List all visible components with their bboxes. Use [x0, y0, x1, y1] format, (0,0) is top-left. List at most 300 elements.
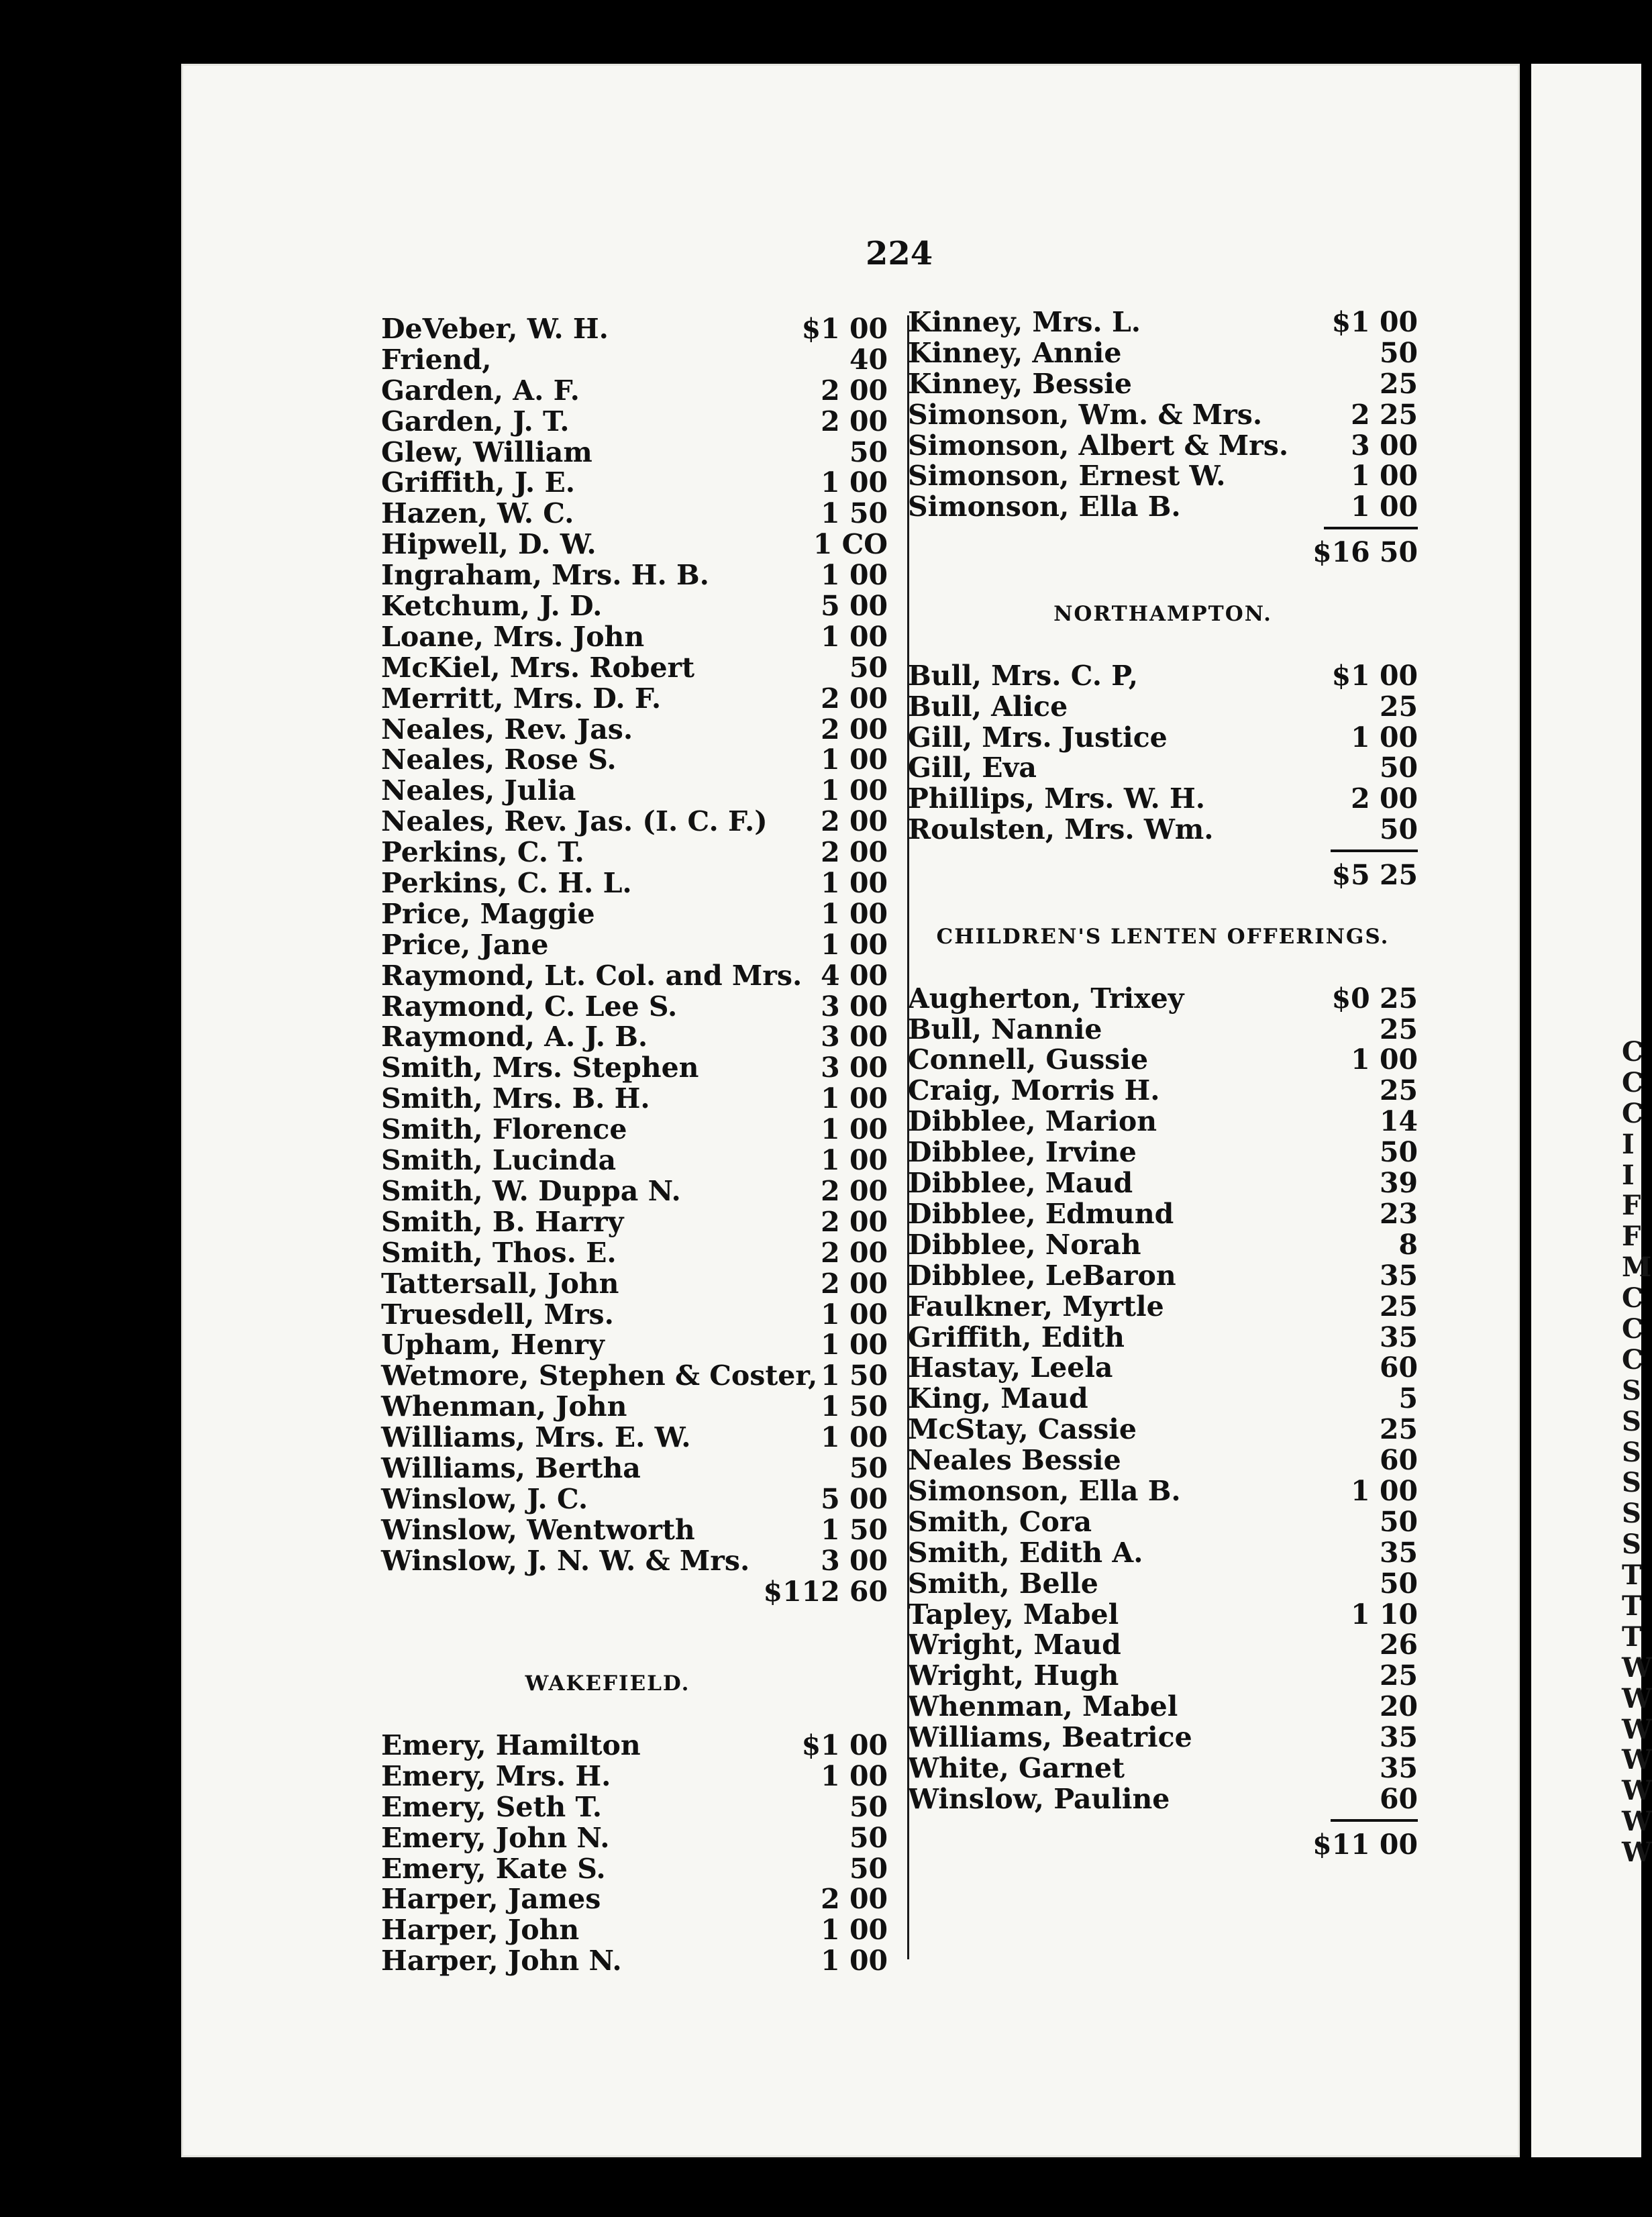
entry-name: Tapley, Mabel: [908, 1598, 1119, 1631]
entry-amount: 60: [1379, 1444, 1418, 1477]
edge-letter: W: [1622, 1682, 1652, 1714]
entry-row: [381, 776, 888, 807]
entry-row: [908, 1045, 1418, 1076]
entry-name: Emery, John N.: [381, 1821, 610, 1854]
entry-amount: 50: [849, 1852, 888, 1885]
edge-letter: T: [1622, 1620, 1642, 1653]
entry-row: [908, 1753, 1418, 1784]
entry-amount: 40: [849, 343, 888, 376]
entry-name: Neales, Julia: [381, 774, 576, 807]
entry-name: Upham, Henry: [381, 1329, 605, 1361]
wakefield-heading: WAKEFIELD.: [525, 1671, 690, 1696]
entry-name: Raymond, A. J. B.: [381, 1021, 648, 1053]
edge-letter: C: [1622, 1097, 1643, 1129]
edge-letter: I: [1622, 1159, 1635, 1191]
entry-row: [908, 1199, 1418, 1230]
entry-amount: 50: [1379, 1567, 1418, 1600]
adjacent-page-letters: [1622, 1036, 1652, 1869]
entry-name: Smith, Mrs. B. H.: [381, 1082, 650, 1115]
entry-row: [908, 1507, 1418, 1538]
entry-row: [908, 1353, 1418, 1384]
entry-name: Winslow, Pauline: [908, 1782, 1170, 1815]
entry-row: [908, 1538, 1418, 1569]
entry-amount: $1 00: [1331, 659, 1418, 692]
entry-amount: 1 50: [821, 1390, 888, 1423]
entry-amount: $1 00: [801, 313, 888, 345]
left-entries-list: [381, 314, 888, 1577]
entry-row: [908, 1230, 1418, 1261]
entry-row: [381, 1761, 888, 1792]
entry-amount: 3 00: [1351, 429, 1418, 462]
entry-name: Wright, Hugh: [908, 1659, 1119, 1692]
entry-row: [908, 1323, 1418, 1353]
entry-row: [381, 684, 888, 715]
northampton-total-row: [908, 860, 1418, 891]
entry-row: [908, 815, 1418, 845]
entry-name: Williams, Beatrice: [908, 1721, 1192, 1754]
entry-amount: 1 00: [1351, 1474, 1418, 1507]
entry-row: [381, 1915, 888, 1946]
entry-name: Wright, Maud: [908, 1629, 1121, 1661]
entry-row: [381, 529, 888, 560]
entry-amount: 50: [849, 651, 888, 684]
entry-name: Smith, Mrs. Stephen: [381, 1051, 699, 1084]
entry-amount: 20: [1379, 1690, 1418, 1723]
edge-letter: S: [1622, 1374, 1641, 1406]
edge-letter: W: [1622, 1651, 1652, 1684]
entry-row: [381, 1946, 888, 1977]
entry-row: [381, 1484, 888, 1515]
entry-name: Hastay, Leela: [908, 1351, 1113, 1384]
entry-row: [908, 492, 1418, 523]
entry-row: [908, 1661, 1418, 1692]
entry-amount: 2 00: [821, 1267, 888, 1300]
northampton-rule: [908, 845, 1418, 860]
entry-row: [381, 899, 888, 930]
entry-row: [381, 807, 888, 837]
edge-letter: C: [1622, 1036, 1643, 1068]
entry-amount: 60: [1379, 1351, 1418, 1384]
edge-letter: W: [1622, 1806, 1652, 1838]
entry-row: [908, 1445, 1418, 1476]
entry-name: Kinney, Annie: [908, 336, 1122, 369]
entry-amount: 50: [1379, 336, 1418, 369]
entry-amount: 50: [1379, 752, 1418, 784]
entry-name: Emery, Seth T.: [381, 1790, 602, 1823]
edge-letter: S: [1622, 1498, 1641, 1530]
entry-amount: 1 00: [821, 897, 888, 930]
entry-name: Bull, Alice: [908, 690, 1068, 723]
entry-row: [908, 1261, 1418, 1292]
entry-row: [381, 1115, 888, 1145]
entry-amount: 14: [1379, 1105, 1418, 1138]
entry-amount: 50: [1379, 1505, 1418, 1538]
left-total-row: [381, 1577, 888, 1608]
entry-name: Neales, Rev. Jas.: [381, 713, 633, 745]
entry-row: [381, 1731, 888, 1761]
entry-row: [381, 1854, 888, 1885]
entry-row: [381, 1361, 888, 1392]
entry-amount: 23: [1379, 1197, 1418, 1230]
entry-name: Smith, Cora: [908, 1505, 1092, 1538]
entry-row: [908, 400, 1418, 431]
entry-row: [381, 1884, 888, 1915]
entry-row: [381, 314, 888, 345]
lenten-total-amount: $11 00: [1312, 1828, 1418, 1861]
entry-name: Craig, Morris H.: [908, 1074, 1160, 1107]
northampton-heading: NORTHAMPTON.: [1053, 602, 1272, 627]
entry-amount: 1 00: [821, 1113, 888, 1146]
entry-name: Emery, Mrs. H.: [381, 1759, 611, 1792]
entry-name: Smith, Thos. E.: [381, 1236, 617, 1269]
entry-name: Kinney, Mrs. L.: [908, 306, 1141, 338]
entry-name: Hipwell, D. W.: [381, 528, 597, 561]
entry-row: [381, 1269, 888, 1300]
entry-amount: 50: [1379, 1136, 1418, 1169]
entry-amount: 25: [1379, 367, 1418, 400]
entry-row: [381, 376, 888, 407]
entry-amount: 3 00: [821, 1051, 888, 1084]
lenten-rule: [908, 1815, 1418, 1830]
right-total-amount: $16 50: [1312, 536, 1418, 569]
entry-name: Neales, Rev. Jas. (I. C. F.): [381, 805, 768, 838]
entry-name: McStay, Cassie: [908, 1413, 1137, 1446]
entry-amount: 2 00: [821, 682, 888, 715]
entry-amount: 50: [849, 1790, 888, 1823]
entry-name: Gill, Eva: [908, 752, 1037, 784]
entry-amount: 2 00: [821, 1205, 888, 1238]
entry-name: Raymond, C. Lee S.: [381, 990, 678, 1023]
entry-name: Smith, Lucinda: [381, 1144, 617, 1177]
entry-amount: 1 00: [821, 1144, 888, 1177]
entry-amount: 5 00: [821, 590, 888, 623]
entry-name: Neales, Rose S.: [381, 743, 617, 776]
entry-row: [381, 499, 888, 529]
entry-name: Dibblee, Norah: [908, 1228, 1141, 1261]
entry-amount: 2 25: [1351, 398, 1418, 431]
entry-name: Tattersall, John: [381, 1267, 619, 1300]
entry-name: Smith, B. Harry: [381, 1205, 624, 1238]
entry-name: Ketchum, J. D.: [381, 590, 603, 623]
entry-row: [381, 653, 888, 684]
entry-amount: 1 50: [821, 1359, 888, 1392]
entry-name: Neales Bessie: [908, 1444, 1121, 1477]
entry-amount: 1 00: [821, 743, 888, 776]
page-number: 224: [866, 235, 933, 272]
edge-letter: C: [1622, 1313, 1643, 1345]
entry-row: [381, 1453, 888, 1484]
entry-name: Winslow, J. N. W. & Mrs.: [381, 1544, 750, 1577]
entry-name: Smith, Belle: [908, 1567, 1098, 1600]
entry-name: King, Maud: [908, 1382, 1088, 1415]
entry-row: [908, 1784, 1418, 1815]
entry-name: McKiel, Mrs. Robert: [381, 651, 695, 684]
entry-name: Merritt, Mrs. D. F.: [381, 682, 662, 715]
entry-amount: 1 50: [821, 1513, 888, 1546]
edge-letter: S: [1622, 1529, 1641, 1561]
entry-amount: 25: [1379, 1074, 1418, 1107]
entry-row: [908, 661, 1418, 692]
entry-name: Winslow, J. C.: [381, 1482, 588, 1515]
entry-name: Harper, John: [381, 1914, 580, 1947]
entry-row: [381, 1238, 888, 1269]
entry-row: [908, 1137, 1418, 1168]
entry-amount: 39: [1379, 1167, 1418, 1200]
entry-name: Simonson, Wm. & Mrs.: [908, 398, 1263, 431]
entry-row: [381, 868, 888, 899]
entry-row: [908, 723, 1418, 754]
entry-row: [908, 461, 1418, 492]
entry-row: [381, 1176, 888, 1207]
right-column: [908, 307, 1418, 1861]
entry-row: [381, 345, 888, 376]
entry-name: Truesdell, Mrs.: [381, 1298, 614, 1331]
entry-row: [381, 715, 888, 745]
entry-name: Garden, J. T.: [381, 405, 570, 437]
entry-amount: $1 00: [1331, 306, 1418, 338]
entry-row: [908, 784, 1418, 815]
entry-name: Dibblee, LeBaron: [908, 1259, 1176, 1292]
subtotal-rule: [908, 523, 1418, 537]
entry-name: Connell, Gussie: [908, 1043, 1149, 1076]
entry-amount: 1 00: [821, 559, 888, 592]
entry-name: Harper, John N.: [381, 1945, 622, 1977]
entry-row: [908, 1168, 1418, 1199]
entry-row: [908, 1476, 1418, 1507]
entry-row: [908, 984, 1418, 1015]
entry-amount: 1 00: [821, 466, 888, 499]
entry-row: [908, 431, 1418, 462]
entry-amount: 35: [1379, 1536, 1418, 1569]
edge-letter: S: [1622, 1405, 1641, 1437]
entry-name: Perkins, C. H. L.: [381, 867, 632, 900]
entry-name: Smith, Florence: [381, 1113, 627, 1146]
entry-name: Winslow, Wentworth: [381, 1513, 695, 1546]
entry-row: [381, 1792, 888, 1823]
entry-amount: 3 00: [821, 990, 888, 1023]
entry-amount: 1 CO: [813, 528, 888, 561]
entry-name: Augherton, Trixey: [908, 982, 1184, 1015]
entry-row: [908, 1076, 1418, 1106]
entry-amount: 1 10: [1351, 1598, 1418, 1631]
entry-amount: 1 00: [821, 867, 888, 900]
entry-amount: 8: [1398, 1228, 1418, 1261]
entry-row: [908, 1015, 1418, 1045]
entry-amount: 2 00: [821, 374, 888, 407]
entry-amount: 35: [1379, 1721, 1418, 1754]
entry-name: Whenman, John: [381, 1390, 627, 1423]
entry-name: Whenman, Mabel: [908, 1690, 1178, 1723]
entry-row: [381, 961, 888, 992]
entry-name: Smith, W. Duppa N.: [381, 1174, 681, 1207]
entry-amount: 25: [1379, 1013, 1418, 1045]
entry-row: [908, 1569, 1418, 1600]
entry-amount: 50: [1379, 813, 1418, 846]
entry-row: [381, 1546, 888, 1577]
entry-amount: 2 00: [821, 1236, 888, 1269]
entry-row: [381, 1300, 888, 1331]
entry-name: Dibblee, Irvine: [908, 1136, 1137, 1169]
entry-amount: 3 00: [821, 1021, 888, 1053]
entry-amount: 2 00: [821, 1883, 888, 1916]
entry-name: Bull, Mrs. C. P,: [908, 659, 1139, 692]
entry-name: Phillips, Mrs. W. H.: [908, 782, 1206, 815]
entry-amount: 2 00: [1351, 782, 1418, 815]
entry-row: [908, 369, 1418, 400]
entry-amount: 50: [849, 1451, 888, 1484]
entry-row: [908, 338, 1418, 369]
entry-name: Dibblee, Edmund: [908, 1197, 1174, 1230]
entry-amount: 1 00: [821, 1421, 888, 1454]
entry-row: [908, 1106, 1418, 1137]
entry-row: [908, 692, 1418, 723]
entry-row: [381, 407, 888, 437]
entry-name: Dibblee, Marion: [908, 1105, 1157, 1138]
wakefield-entries-list: [381, 1731, 888, 1977]
entry-name: Hazen, W. C.: [381, 497, 574, 530]
entry-amount: 3 00: [821, 1544, 888, 1577]
entry-row: [381, 1145, 888, 1176]
edge-letter: S: [1622, 1467, 1641, 1499]
entry-row: [908, 753, 1418, 784]
entry-row: [381, 992, 888, 1023]
edge-letter: T: [1622, 1590, 1642, 1622]
entry-amount: 25: [1379, 1290, 1418, 1323]
edge-letter: T: [1622, 1559, 1642, 1592]
entry-amount: 2 00: [821, 405, 888, 437]
entry-amount: 26: [1379, 1629, 1418, 1661]
edge-letter: W: [1622, 1744, 1652, 1776]
entry-amount: 50: [849, 435, 888, 468]
entry-name: Simonson, Albert & Mrs.: [908, 429, 1289, 462]
entry-row: [908, 1414, 1418, 1445]
entry-name: Loane, Mrs. John: [381, 620, 645, 653]
entry-amount: $0 25: [1331, 982, 1418, 1015]
entry-row: [381, 1423, 888, 1453]
entry-row: [381, 1823, 888, 1854]
entry-amount: 4 00: [821, 959, 888, 992]
entry-amount: 1 00: [821, 620, 888, 653]
edge-letter: F: [1622, 1190, 1641, 1222]
edge-letter: W: [1622, 1713, 1652, 1745]
entry-name: Ingraham, Mrs. H. B.: [381, 559, 709, 592]
entry-name: Glew, William: [381, 435, 592, 468]
lenten-heading: CHILDREN'S LENTEN OFFERINGS.: [936, 924, 1390, 949]
entry-amount: 50: [849, 1821, 888, 1854]
entry-name: Roulsten, Mrs. Wm.: [908, 813, 1214, 846]
entry-name: Smith, Edith A.: [908, 1536, 1143, 1569]
entry-name: Bull, Nannie: [908, 1013, 1102, 1045]
entry-row: [381, 591, 888, 622]
entry-row: [381, 437, 888, 468]
entry-name: Griffith, J. E.: [381, 466, 576, 499]
entry-amount: 35: [1379, 1321, 1418, 1353]
entry-row: [381, 930, 888, 961]
edge-letter: F: [1622, 1221, 1641, 1253]
entry-name: Simonson, Ella B.: [908, 491, 1181, 523]
entry-row: [908, 1600, 1418, 1631]
entry-row: [381, 1053, 888, 1084]
entry-name: Simonson, Ernest W.: [908, 460, 1226, 493]
entry-name: Faulkner, Myrtle: [908, 1290, 1164, 1323]
entry-amount: 60: [1379, 1782, 1418, 1815]
entry-row: [908, 1630, 1418, 1661]
entry-name: Raymond, Lt. Col. and Mrs.: [381, 959, 803, 992]
entry-row: [381, 1330, 888, 1361]
right-entries-list: [908, 307, 1418, 523]
entry-row: [908, 1384, 1418, 1414]
lenten-total-row: [908, 1830, 1418, 1861]
entry-name: DeVeber, W. H.: [381, 313, 609, 345]
entry-name: Kinney, Bessie: [908, 367, 1132, 400]
entry-amount: 25: [1379, 1659, 1418, 1692]
entry-name: Perkins, C. T.: [381, 836, 584, 869]
edge-letter: I: [1622, 1128, 1635, 1160]
entry-amount: 35: [1379, 1259, 1418, 1292]
entry-name: Griffith, Edith: [908, 1321, 1125, 1353]
entry-name: White, Garnet: [908, 1751, 1125, 1784]
entry-name: Simonson, Ella B.: [908, 1474, 1181, 1507]
entry-amount: $1 00: [801, 1729, 888, 1761]
entry-name: Price, Jane: [381, 928, 549, 961]
entry-amount: 5: [1398, 1382, 1418, 1415]
entry-row: [381, 1207, 888, 1238]
entry-name: Price, Maggie: [381, 897, 595, 930]
entry-amount: 1 00: [821, 774, 888, 807]
northampton-entries-list: [908, 661, 1418, 845]
left-column: [381, 314, 888, 1977]
edge-letter: M: [1622, 1251, 1652, 1284]
entry-row: [381, 745, 888, 776]
entry-amount: 1 00: [821, 1082, 888, 1115]
entry-amount: 25: [1379, 1413, 1418, 1446]
entry-amount: 2 00: [821, 713, 888, 745]
entry-amount: 1 00: [1351, 460, 1418, 493]
entry-name: Williams, Bertha: [381, 1451, 641, 1484]
edge-letter: C: [1622, 1066, 1643, 1098]
left-total-amount: $112 60: [763, 1575, 888, 1608]
entry-amount: 2 00: [821, 836, 888, 869]
entry-row: [381, 1392, 888, 1423]
entry-amount: 2 00: [821, 1174, 888, 1207]
edge-letter: W: [1622, 1775, 1652, 1807]
edge-letter: C: [1622, 1282, 1643, 1314]
entry-row: [381, 1084, 888, 1115]
adjacent-page-edge: [1531, 64, 1652, 2157]
edge-letter: W: [1622, 1837, 1652, 1869]
entry-row: [381, 468, 888, 499]
entry-row: [381, 1022, 888, 1053]
entry-name: Friend,: [381, 343, 492, 376]
entry-amount: 1 00: [821, 928, 888, 961]
entry-amount: 1 00: [1351, 1043, 1418, 1076]
entry-amount: 1 00: [821, 1298, 888, 1331]
entry-amount: 5 00: [821, 1482, 888, 1515]
entry-name: Gill, Mrs. Justice: [908, 721, 1168, 754]
entry-amount: 35: [1379, 1751, 1418, 1784]
entry-row: [381, 622, 888, 653]
entry-row: [381, 837, 888, 868]
entry-row: [908, 1692, 1418, 1722]
entry-name: Harper, James: [381, 1883, 601, 1916]
entry-amount: 1 00: [821, 1329, 888, 1361]
entry-name: Williams, Mrs. E. W.: [381, 1421, 691, 1454]
entry-row: [381, 560, 888, 591]
entry-amount: 1 00: [1351, 721, 1418, 754]
entry-row: [908, 307, 1418, 338]
entry-name: Wetmore, Stephen & Coster,: [381, 1359, 818, 1392]
entry-name: Dibblee, Maud: [908, 1167, 1133, 1200]
